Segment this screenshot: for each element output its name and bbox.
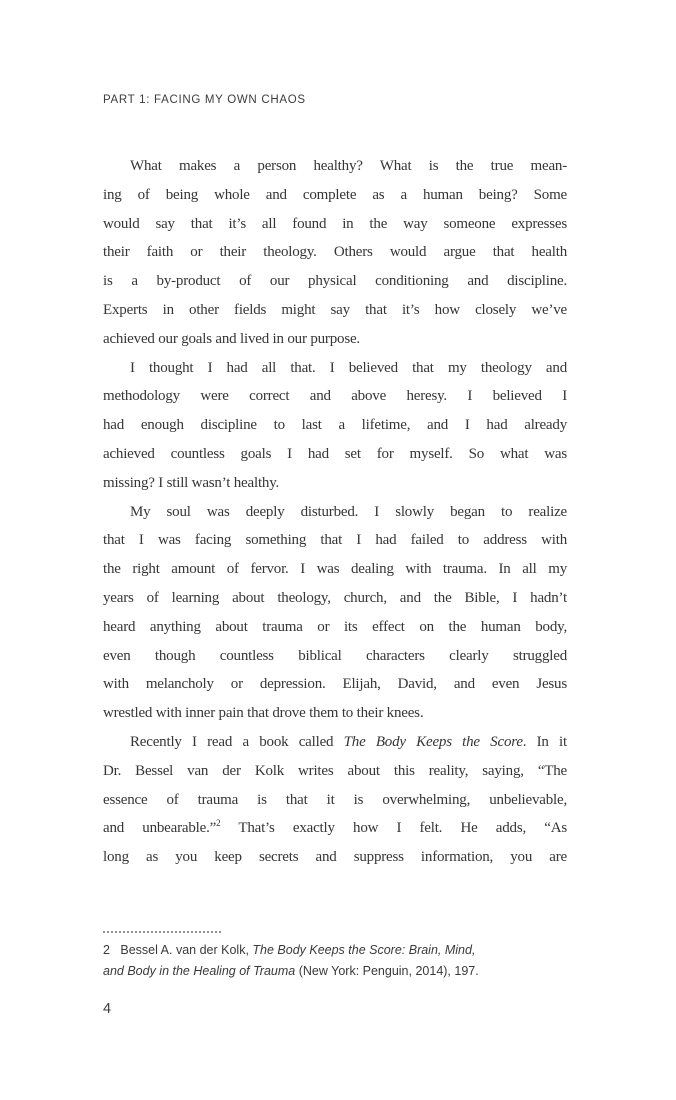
- text-line: achieved countless goals I had set for myself. So what was: [103, 445, 567, 462]
- text-line: with melancholy or depression. Elijah, David, and even Jesus: [103, 676, 567, 693]
- text-line: achieved our goals and lived in our purpose.: [103, 330, 360, 347]
- text-line: My soul was deeply disturbed. I slowly began to realize: [130, 503, 567, 520]
- text-line: is a by-product of our physical conditioning and discipline.: [103, 273, 567, 290]
- text-line: even though countless biblical characters clearly struggled: [103, 647, 567, 664]
- text-line: would say that it’s all found in the way someone expresses: [103, 215, 567, 232]
- footnote: [103, 931, 567, 981]
- text-line: long as you keep secrets and suppress information, you are: [103, 849, 567, 866]
- footnote-separator-dotted-rule: [103, 931, 221, 933]
- text-line: Recently I read a book called The Body Keeps the Score. In it: [130, 733, 567, 750]
- text-line: years of learning about theology, church, and the Bible, I hadn’t: [103, 589, 567, 606]
- text-line: the right amount of fervor. I was dealing with trauma. In all my: [103, 561, 567, 578]
- text-line: What makes a person healthy? What is the true mean-: [130, 158, 567, 174]
- text-line: and Body in the Healing of Trauma (New York: Penguin, 2014), 197.: [103, 963, 479, 978]
- footnote-text: [103, 940, 567, 981]
- text-line: methodology were correct and above heresy. I believed I: [103, 388, 567, 405]
- text-line: 2 Bessel A. van der Kolk, The Body Keeps the Score: Brain, Mind,: [103, 943, 476, 957]
- body-text: [103, 152, 567, 872]
- page-number: 4: [103, 1001, 112, 1017]
- text-line: had enough discipline to last a lifetime, and I had already: [103, 417, 567, 434]
- text-line: I thought I had all that. I believed that my theology and: [130, 359, 567, 376]
- text-line: their faith or their theology. Others would argue that health: [103, 244, 567, 261]
- text-line: essence of trauma is that it is overwhelming, unbelievable,: [103, 791, 567, 808]
- text-line: ing of being whole and complete as a human being? Some: [103, 186, 567, 203]
- text-line: and unbearable.”$^2$ That’s exactly how I felt. He adds, “As: [103, 818, 567, 837]
- text-line: missing? I still wasn’t healthy.: [103, 474, 280, 491]
- text-line: Experts in other fields might say that it’s how closely we’ve: [103, 301, 567, 318]
- footnote-reference-superscript: 2: [216, 818, 221, 829]
- text-line: heard anything about trauma or its effect on the human body,: [103, 618, 567, 635]
- text-line: Dr. Bessel van der Kolk writes about this reality, saying, “The: [103, 762, 567, 779]
- text-line: wrestled with inner pain that drove them to their knees.: [103, 705, 424, 722]
- text-line: that I was facing something that I had failed to address with: [103, 532, 567, 549]
- running-header: PART 1: FACING MY OWN CHAOS: [103, 94, 306, 106]
